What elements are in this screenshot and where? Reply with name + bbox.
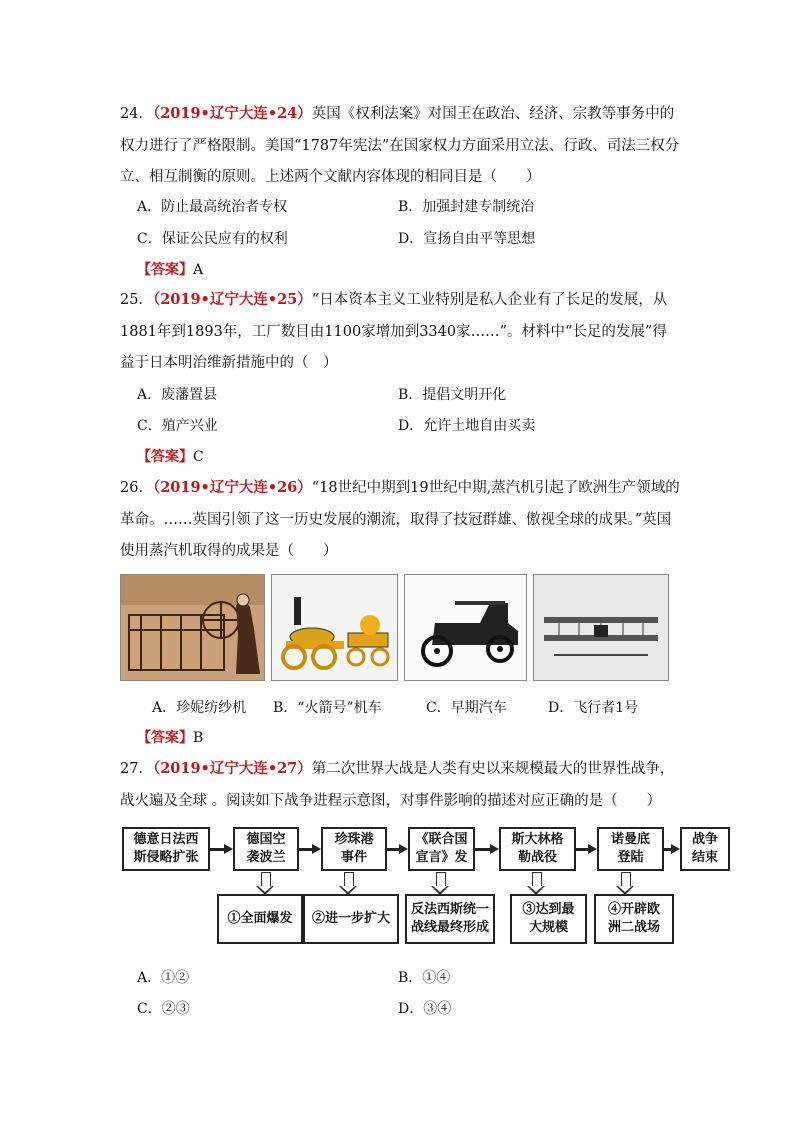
arrow-right xyxy=(210,848,225,851)
arrow-down xyxy=(532,872,542,886)
effect-3: ③达到最 大规模 xyxy=(510,894,587,944)
wright-flyer-image xyxy=(533,574,669,681)
question-number: 27． xyxy=(120,761,153,777)
effect-1: ①全面爆发 xyxy=(217,894,303,944)
option-b: B．提倡文明开化 xyxy=(398,387,507,403)
caption-c: C．早期汽车 xyxy=(426,700,507,716)
question-26 xyxy=(120,472,680,568)
option-a: A．①② xyxy=(137,970,190,986)
flow-step-7: 战争 结束 xyxy=(680,827,730,871)
answer-tag: 【答案】 xyxy=(137,449,193,465)
question-number: 26． xyxy=(120,480,153,496)
answer-tag: 【答案】 xyxy=(137,730,193,746)
option-d: D．③④ xyxy=(398,1001,452,1017)
arrow-down xyxy=(261,872,271,886)
effect-4: ④开辟欧 洲二战场 xyxy=(594,894,674,944)
question-text: “日本资本主义工业特别是私人企业有了长足的发展，从1881年到1893年，工厂数目由1100家增加到3340家……”。材料中“长足的发展”得益于日本明治维新措施中的（ ） xyxy=(120,292,668,371)
option-b: B．①④ xyxy=(398,970,451,986)
arrow-right xyxy=(664,848,672,851)
option-d: D．允许土地自由买卖 xyxy=(398,418,536,434)
question-27 xyxy=(120,753,680,817)
rocket-locomotive-image xyxy=(271,574,398,681)
answer-value: A xyxy=(193,262,204,278)
arrow-right xyxy=(475,848,491,851)
question-text: 第二次世界大战是人类有史以来规模最大的世界性战争，战火遍及全球 。阅读如下战争进程示意图，对事件影响的描述对应正确的是（ ） xyxy=(120,761,675,809)
question-24 xyxy=(120,98,680,194)
option-a: A．防止最高统治者专权 xyxy=(137,199,288,215)
question-source: （2019•辽宁大连•27） xyxy=(152,760,312,777)
option-c: C．②③ xyxy=(137,1001,190,1017)
caption-d: D．飞行者1号 xyxy=(548,700,639,716)
option-c: C．保证公民应有的权利 xyxy=(137,231,288,247)
answer-value: B xyxy=(193,730,204,746)
caption-b: B．“火箭号”机车 xyxy=(273,700,382,716)
early-automobile-image xyxy=(404,574,527,681)
answer-tag: 【答案】 xyxy=(137,262,193,278)
answer-value: C xyxy=(193,449,204,465)
arrow-down xyxy=(621,872,631,886)
flow-step-2: 德国空 袭波兰 xyxy=(233,827,299,871)
arrow-down xyxy=(344,872,354,886)
arrow-down xyxy=(436,872,446,886)
flow-step-3: 珍珠港 事件 xyxy=(321,827,387,871)
flow-step-1: 德意日法西 斯侵略扩张 xyxy=(122,827,210,871)
option-d: D．宣扬自由平等思想 xyxy=(398,231,536,247)
option-c: C．殖产兴业 xyxy=(137,418,218,434)
flow-step-6: 诺曼底 登陆 xyxy=(597,827,664,871)
effect-2: ②进一步扩大 xyxy=(303,894,399,944)
arrow-right xyxy=(576,848,589,851)
question-text: “18世纪中期到19世纪中期,蒸汽机引起了欧洲生产领域的革命。……英国引领了这一历史发展的潮流，取得了技冠群雄、傲视全球的成果。”英国使用蒸汽机取得的成果是（ ） xyxy=(120,480,680,559)
caption-a: A．珍妮纺纱机 xyxy=(152,700,247,716)
option-a: A．废藩置县 xyxy=(137,387,218,403)
question-text: 英国《权利法案》对国王在政治、经济、宗教等事务中的权力进行了严格限制。美国“1787年宪法”在国家权力方面采用立法、行政、司法三权分立、相互制衡的原则。上述两个文献内容体现的相同目是（ ） xyxy=(120,106,680,185)
question-source: （2019•辽宁大连•24） xyxy=(152,105,312,122)
question-25 xyxy=(120,284,680,380)
flow-step-5: 斯大林格 勒战役 xyxy=(499,827,576,871)
answer-26 xyxy=(137,727,203,747)
spinning-jenny-image xyxy=(120,574,265,681)
answer-25 xyxy=(137,446,204,466)
flow-step-4: 《联合国 宣言》发 xyxy=(408,827,475,871)
effect-unnumbered: 反法西斯统一 战线最终形成 xyxy=(405,894,495,944)
question-source: （2019•辽宁大连•26） xyxy=(152,479,312,496)
arrow-right xyxy=(299,848,313,851)
question-number: 25． xyxy=(120,292,153,308)
question-number: 24． xyxy=(120,106,153,122)
question-source: （2019•辽宁大连•25） xyxy=(152,291,312,308)
arrow-right xyxy=(387,848,400,851)
option-b: B．加强封建专制统治 xyxy=(398,199,535,215)
answer-24 xyxy=(137,259,203,279)
